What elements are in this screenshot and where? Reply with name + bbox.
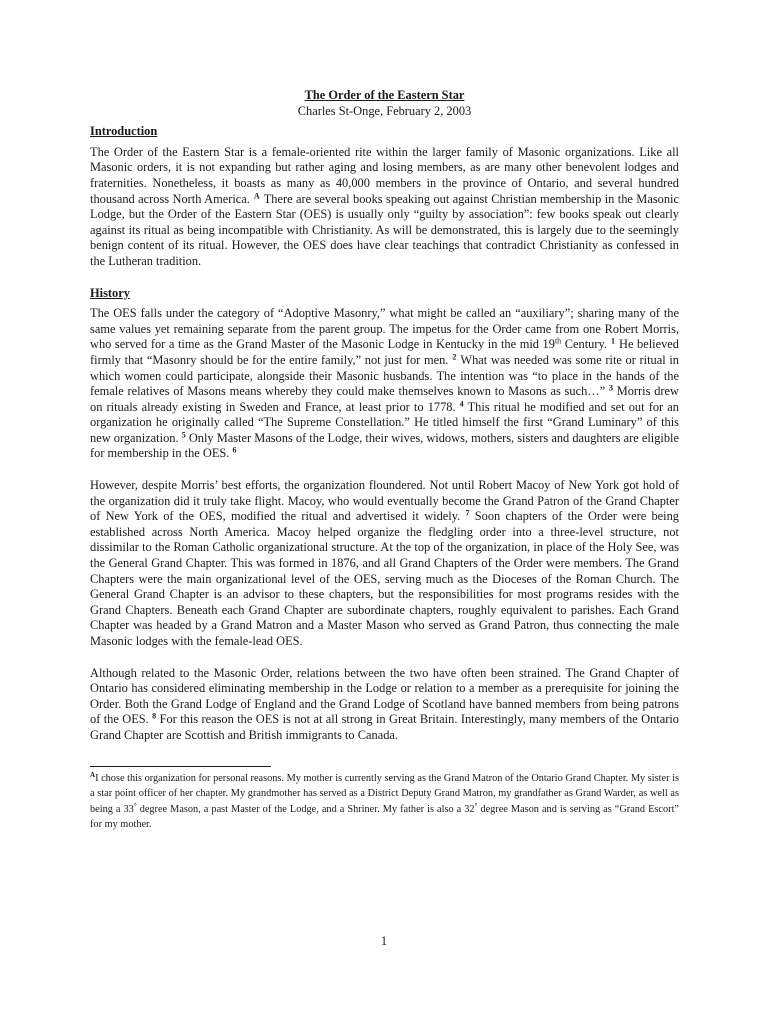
degree-symbol: ° (474, 801, 478, 810)
section-heading-introduction: Introduction (90, 124, 158, 139)
footnote-ref-1[interactable]: 1 (611, 336, 615, 346)
degree-symbol: ° (133, 801, 137, 810)
ordinal-suffix: th (554, 336, 562, 346)
document-page (90, 88, 679, 833)
footnote-separator (90, 766, 271, 767)
document-byline: Charles St-Onge, February 2, 2003 (297, 103, 472, 118)
footnote-ref-8[interactable]: 8 (152, 711, 157, 721)
page-number: 1 (380, 934, 388, 948)
footnote-ref-7[interactable]: 7 (465, 508, 470, 518)
introduction-paragraph: The Order of the Eastern Star is a female-oriented rite within the larger family of Masonic organizations. Like all Masonic orders, it is not expanding but rather aging and losing members, as are many other benevolent lodges and fraternities. Nonetheless, it boasts as many as 40,000 members in the province of Ontario, and several hundred thousand across North America. $^A$ There are several books speaking out against Christian membership in the Masonic Lodge, but the Order of the Eastern Star (OES) is usually only “guilty by association”: few books speak out clearly against its ritual as being incompatible with Christianity. As will be demonstrated, this is largely due to the seemingly benign content of its ritual. However, the OES does have clear teachings that contradict Christianity as confessed in the Lutheran tradition. (90, 144, 679, 268)
history-paragraph-1: The OES falls under the category of “Adoptive Masonry,” what might be called an “auxiliary”; sharing many of the same values yet remaining separate from the parent group. The impetus for the Order came from one Robert Morris, who served for a time as the Grand Master of the Masonic Lodge in Kentucky in the mid 19th Century. $^1$ He believed firmly that “Masonry should be for the entire family,” not just for men. $^2$ What was needed was some rite or ritual in which women could participate, alongside their Masonic husbands. The intention was “to place in the hands of the female relatives of Masons means whereby they could make themselves known to Masons as such…” $^3$ Morris drew on rituals already existing in Sweden and France, at least prior to 1778. $^4$ This ritual he modified and set out for an organization he originally called “The Supreme Constellation.” He titled himself the first “Grand Luminary” of this new organization. $^5$ Only Master Masons of the Lodge, their wives, widows, mothers, sisters and daughters are eligible for membership in the OES. $^6$ (90, 306, 680, 461)
footnote-ref-A[interactable]: A (253, 191, 260, 201)
footnote-ref-4[interactable]: 4 (459, 399, 464, 409)
footnote-ref-3[interactable]: 3 (608, 383, 613, 393)
history-paragraph-3: Although related to the Masonic Order, relations between the two have often been strained. The Grand Chapter of Ontario has considered eliminating membership in the Lodge or relation to a member as a prerequisite for joining the Order. Both the Grand Lodge of England and the Grand Lodge of Scotland have banned members from being patrons of the OES. $^8$ For this reason the OES is not at all strong in Great Britain. Interestingly, many members of the Ontario Grand Chapter are Scottish and British immigrants to Canada. (90, 665, 679, 742)
document-title: The Order of the Eastern Star (304, 88, 465, 102)
footnote-marker: A (90, 770, 96, 779)
footnote-ref-6[interactable]: 6 (232, 446, 237, 456)
footnote-A: $^A$I chose this organization for personal reasons. My mother is currently serving as the Grand Matron of the Ontario Grand Chapter. My sister is a star point officer of her chapter. My grandmother has served as a District Deputy Grand Matron, my grandfather as Grand Warder, as well as being a 33° degree Mason, a past Master of the Lodge, and a Shriner. My father is also a 32° degree Mason and is serving as “Grand Escort” for my mother. (90, 770, 679, 831)
footnote-ref-5[interactable]: 5 (181, 430, 186, 440)
footnote-ref-2[interactable]: 2 (452, 352, 457, 362)
section-heading-history: History (90, 285, 130, 300)
history-paragraph-2: However, despite Morris’ best efforts, the organization floundered. Not until Robert Macoy of New York got hold of the organization did it truly take flight. Macoy, who would eventually become the Grand Patron of the Grand Chapter of New York of the OES, modified the ritual and advertised it widely. $^7$ Soon chapters of the Order were being established across North America. Macoy helped organize the fledgling order into a three-level structure, not dissimilar to the Roman Catholic organizational structure. At the top of the organization, in place of the Holy See, was the General Grand Chapter. This was formed in 1876, and all Grand Chapters of the Order were members. The Grand Chapters were the main organizational level of the OES, serving much as the Dioceses of the Roman Church. The General Grand Chapter is an advisor to these chapters, but the responsibilities for most programs resides with the Grand Chapters. Beneath each Grand Chapter are subordinate chapters, roughly equivalent to parishes. Each Grand Chapter was headed by a Grand Matron and a Master Mason who served as Grand Patron, thus connecting the male Masonic lodges with the female-lead OES. (90, 478, 679, 648)
